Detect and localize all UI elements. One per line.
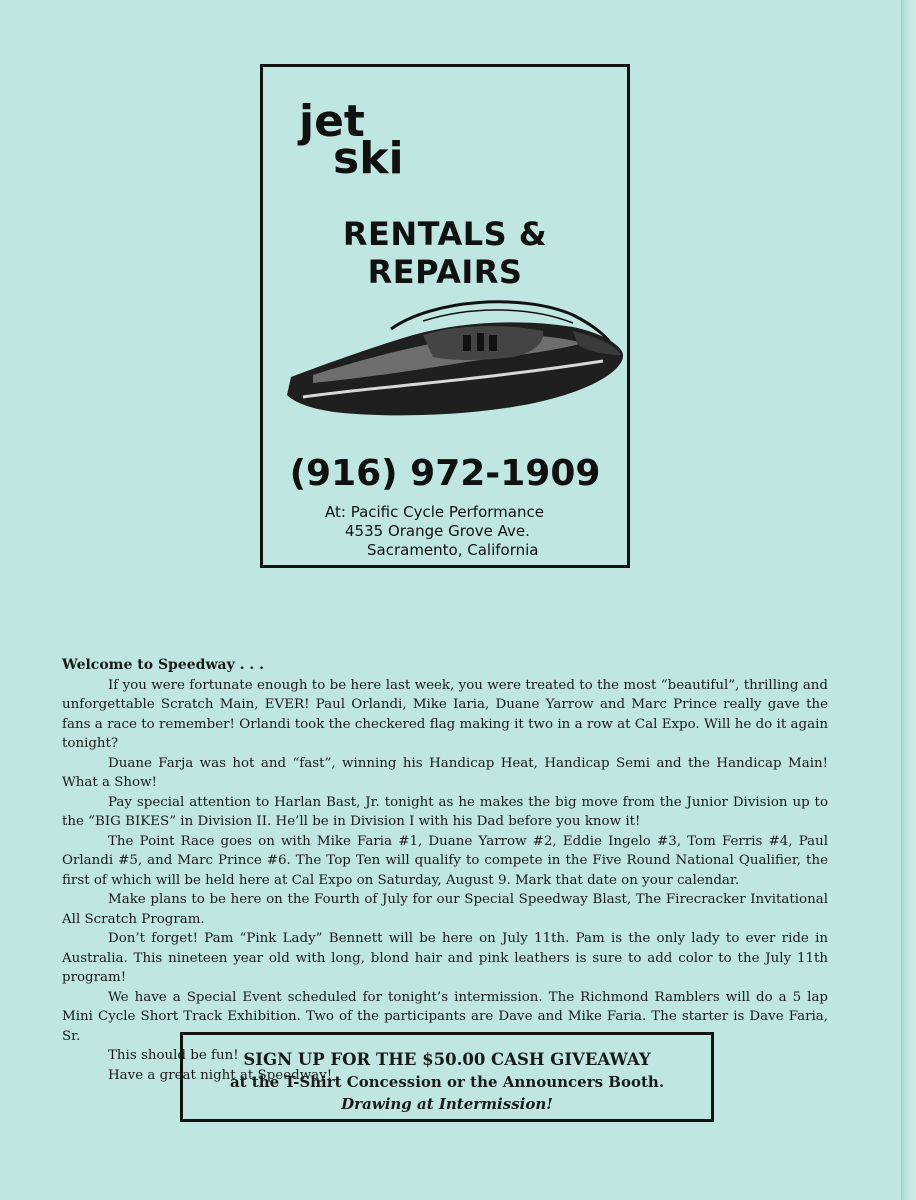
giveaway-title: SIGN UP FOR THE $50.00 CASH GIVEAWAY	[243, 1050, 651, 1069]
address-line-3: Sacramento, California	[367, 541, 539, 559]
cash-giveaway-box	[180, 1032, 714, 1122]
article-paragraph: Make plans to be here on the Fourth of July for our Special Speedway Blast, The Firecracker Invitational All Scratch Program.	[62, 892, 828, 927]
welcome-article	[62, 656, 828, 1085]
giveaway-drawing-note: Drawing at Intermission!	[341, 1095, 553, 1113]
article-paragraph: If you were fortunate enough to be here last week, you were treated to the most “beautiful”, thrilling and unforgettable Scratch Main, EVER! Paul Orlandi, Mike Iaria, Duane Yarrow and Marc Prince really gave the fans a race to remember! Orlandi took the checkered flag making it two in a row at Cal Expo. Will he do it again tonight?	[62, 677, 828, 751]
article-paragraph: Have a great night at Speedway!	[108, 1067, 333, 1083]
jet-ski-advertisement	[260, 64, 630, 568]
article-paragraph: This should be fun!	[108, 1048, 239, 1063]
page-edge	[901, 0, 916, 1200]
article-heading: Welcome to Speedway . . .	[62, 657, 264, 673]
ad-headline: RENTALS & REPAIRS	[342, 215, 548, 291]
jet-ski-illustration	[273, 285, 623, 425]
article-paragraph: We have a Special Event scheduled for tonight’s intermission. The Richmond Ramblers will do a 5 lap Mini Cycle Short Track Exhibition. Two of the participants are Dave and Mike Faria. The starter is Dave Faria, Sr.	[62, 989, 828, 1044]
address-line-1: At: Pacific Cycle Performance	[325, 503, 544, 521]
article-paragraph: Don’t forget! Pam “Pink Lady” Bennett will be here on July 11th. Pam is the only lady to ever ride in Australia. This nineteen year old with long, blond hair and pink leathers is sure to add color to the July 11th program!	[62, 931, 828, 985]
address-line-2: 4535 Orange Grove Ave.	[345, 522, 530, 540]
logo-line-1: jet	[299, 96, 365, 147]
article-paragraph: Duane Farja was hot and “fast”, winning his Handicap Heat, Handicap Semi and the Handicap Main! What a Show!	[62, 755, 828, 790]
article-paragraph: The Point Race goes on with Mike Faria #1, Duane Yarrow #2, Eddie Ingelo #3, Tom Ferris #4, Paul Orlandi #5, and Marc Prince #6. The Top Ten will qualify to compete in the Five Round National Qualifier, the first of which will be held here at Cal Expo on Saturday, August 9. Mark that date on your calendar.	[62, 833, 828, 888]
jet-ski-logo	[299, 96, 404, 185]
giveaway-location: at the T-Shirt Concession or the Announcers Booth.	[229, 1073, 665, 1091]
logo-line-2: ski	[333, 133, 404, 185]
phone-number: (916) 972-1909	[289, 453, 601, 494]
article-paragraph: Pay special attention to Harlan Bast, Jr. tonight as he makes the big move from the Junior Division up to the “BIG BIKES” in Division II. He’ll be in Division I with his Dad before you know it!	[62, 794, 828, 829]
